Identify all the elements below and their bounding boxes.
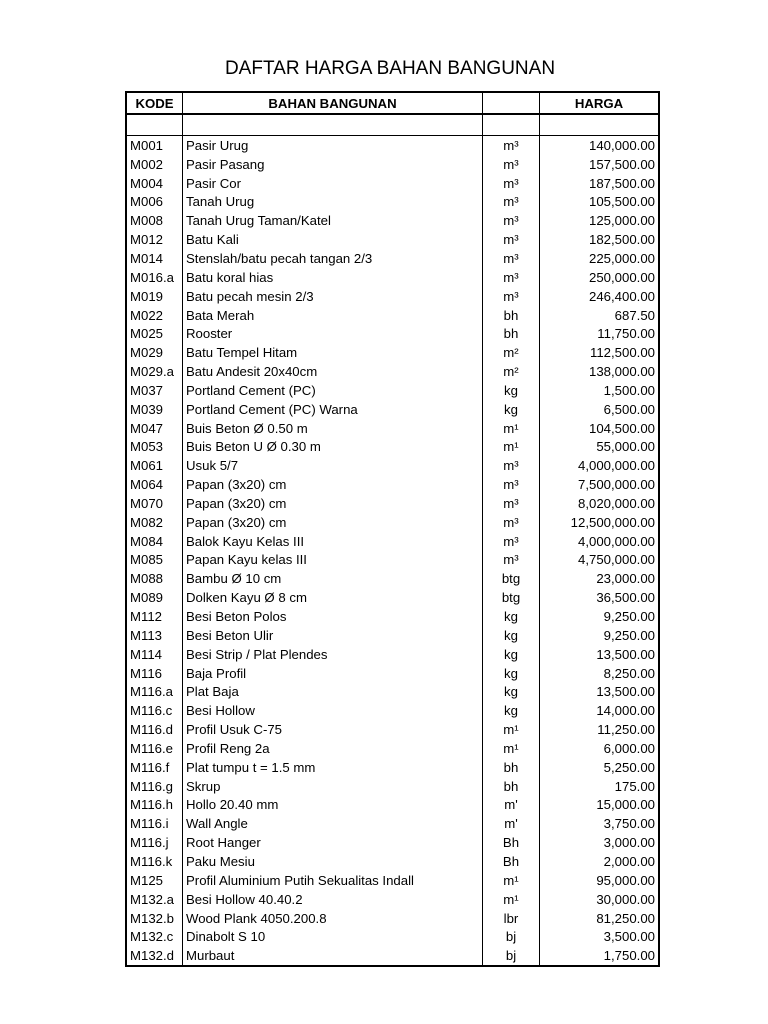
harga-cell: 1,500.00: [539, 381, 658, 400]
header-row: [127, 93, 658, 115]
harga-cell: 4,000,000.00: [539, 456, 658, 475]
table-row: [127, 193, 658, 212]
table-row: [127, 230, 658, 249]
harga-cell: 3,750.00: [539, 814, 658, 833]
harga-cell: 23,000.00: [539, 569, 658, 588]
harga-cell: 125,000.00: [539, 211, 658, 230]
table-row: [127, 664, 658, 683]
satuan-cell: m³: [482, 287, 539, 306]
harga-cell: 8,020,000.00: [539, 494, 658, 513]
table-row: [127, 381, 658, 400]
harga-cell: 1,750.00: [539, 946, 658, 965]
harga-cell: 2,000.00: [539, 852, 658, 871]
satuan-cell: kg: [482, 381, 539, 400]
bahan-cell: Paku Mesiu: [182, 852, 482, 871]
satuan-cell: m³: [482, 456, 539, 475]
satuan-cell: kg: [482, 400, 539, 419]
harga-cell: 30,000.00: [539, 890, 658, 909]
harga-cell: 4,750,000.00: [539, 551, 658, 570]
kode-cell: M114: [130, 646, 163, 662]
kode-cell: M125: [130, 872, 163, 888]
satuan-cell: bj: [482, 927, 539, 946]
harga-cell: 225,000.00: [539, 249, 658, 268]
satuan-cell: m¹: [482, 438, 539, 457]
bahan-cell: Stenslah/batu pecah tangan 2/3: [182, 249, 482, 268]
bahan-cell: Bambu Ø 10 cm: [182, 569, 482, 588]
bahan-cell: Profil Reng 2a: [182, 739, 482, 758]
satuan-cell: m³: [482, 532, 539, 551]
satuan-cell: bh: [482, 324, 539, 343]
bahan-cell: Besi Beton Polos: [182, 607, 482, 626]
bahan-cell: Balok Kayu Kelas III: [182, 532, 482, 551]
harga-cell: 15,000.00: [539, 796, 658, 815]
satuan-cell: m³: [482, 193, 539, 212]
harga-cell: 95,000.00: [539, 871, 658, 890]
satuan-cell: m³: [482, 230, 539, 249]
kode-cell: M016.a: [130, 269, 174, 285]
table-row: [127, 701, 658, 720]
bahan-cell: Papan (3x20) cm: [182, 494, 482, 513]
bahan-cell: Profil Usuk C-75: [182, 720, 482, 739]
table-row: [127, 136, 658, 155]
kode-cell: M132.a: [130, 891, 174, 907]
table-row: [127, 682, 658, 701]
page-title: DAFTAR HARGA BAHAN BANGUNAN: [224, 58, 556, 79]
satuan-cell: kg: [482, 701, 539, 720]
kode-cell: M112: [130, 609, 163, 625]
kode-cell: M132.d: [130, 948, 174, 964]
spacer-cell: [127, 115, 182, 136]
table-row: [127, 909, 658, 928]
bahan-cell: Dolken Kayu Ø 8 cm: [182, 588, 482, 607]
table-row: [127, 494, 658, 513]
harga-cell: 104,500.00: [539, 419, 658, 438]
table-row: [127, 890, 658, 909]
bahan-cell: Batu Tempel Hitam: [182, 343, 482, 362]
table-row: [127, 927, 658, 946]
harga-cell: 14,000.00: [539, 701, 658, 720]
bahan-cell: Usuk 5/7: [182, 456, 482, 475]
bahan-cell: Papan Kayu kelas III: [182, 551, 482, 570]
harga-cell: 6,500.00: [539, 400, 658, 419]
satuan-cell: m¹: [482, 419, 539, 438]
table-row: [127, 758, 658, 777]
table-row: [127, 607, 658, 626]
satuan-cell: m²: [482, 362, 539, 381]
bahan-cell: Papan (3x20) cm: [182, 513, 482, 532]
harga-cell: 8,250.00: [539, 664, 658, 683]
satuan-cell: kg: [482, 645, 539, 664]
kode-cell: M116.e: [130, 740, 174, 756]
bahan-cell: Tanah Urug Taman/Katel: [182, 211, 482, 230]
satuan-cell: bh: [482, 758, 539, 777]
bahan-cell: Hollo 20.40 mm: [182, 796, 482, 815]
harga-cell: 105,500.00: [539, 193, 658, 212]
kode-cell: M004: [130, 175, 163, 191]
table-row: [127, 438, 658, 457]
table-row: [127, 306, 658, 325]
table-row: [127, 211, 658, 230]
table-row: [127, 174, 658, 193]
bahan-cell: Besi Strip / Plat Plendes: [182, 645, 482, 664]
bahan-cell: Batu Kali: [182, 230, 482, 249]
satuan-cell: m²: [482, 343, 539, 362]
harga-cell: 187,500.00: [539, 174, 658, 193]
harga-cell: 9,250.00: [539, 626, 658, 645]
satuan-cell: kg: [482, 626, 539, 645]
kode-cell: M089: [130, 590, 163, 606]
satuan-cell: m³: [482, 551, 539, 570]
satuan-cell: m³: [482, 174, 539, 193]
harga-cell: 13,500.00: [539, 682, 658, 701]
satuan-cell: m³: [482, 513, 539, 532]
bahan-cell: Batu Andesit 20x40cm: [182, 362, 482, 381]
satuan-cell: m¹: [482, 871, 539, 890]
harga-cell: 687.50: [539, 306, 658, 325]
harga-cell: 12,500,000.00: [539, 513, 658, 532]
bahan-cell: Tanah Urug: [182, 193, 482, 212]
spacer-cell: [182, 115, 482, 136]
table-body: [127, 115, 658, 965]
kode-cell: M070: [130, 495, 163, 511]
kode-cell: M025: [130, 326, 163, 342]
table-row: [127, 777, 658, 796]
kode-cell: M029.a: [130, 364, 174, 380]
table-row: [127, 626, 658, 645]
satuan-cell: m¹: [482, 739, 539, 758]
satuan-cell: bj: [482, 946, 539, 965]
bahan-cell: Murbaut: [182, 946, 482, 965]
bahan-cell: Plat tumpu t = 1.5 mm: [182, 758, 482, 777]
harga-cell: 6,000.00: [539, 739, 658, 758]
satuan-cell: m³: [482, 211, 539, 230]
table-row: [127, 551, 658, 570]
bahan-cell: Batu koral hias: [182, 268, 482, 287]
kode-cell: M019: [130, 288, 163, 304]
table-row: [127, 343, 658, 362]
satuan-cell: m³: [482, 249, 539, 268]
kode-cell: M116.h: [130, 797, 174, 813]
kode-cell: M008: [130, 213, 163, 229]
price-table: [125, 91, 660, 967]
kode-cell: M014: [130, 250, 163, 266]
harga-cell: 246,400.00: [539, 287, 658, 306]
table-row: [127, 249, 658, 268]
satuan-cell: kg: [482, 607, 539, 626]
table-row: [127, 739, 658, 758]
satuan-cell: m': [482, 814, 539, 833]
harga-cell: 140,000.00: [539, 136, 658, 155]
kode-cell: M113: [130, 627, 163, 643]
satuan-cell: bh: [482, 777, 539, 796]
bahan-cell: Besi Beton Ulir: [182, 626, 482, 645]
table-header: [127, 93, 658, 115]
bahan-cell: Besi Hollow 40.40.2: [182, 890, 482, 909]
table-row: [127, 475, 658, 494]
bahan-cell: Profil Aluminium Putih Sekualitas Indall: [182, 871, 482, 890]
table-row: [127, 155, 658, 174]
satuan-cell: lbr: [482, 909, 539, 928]
kode-cell: M053: [130, 439, 163, 455]
header-kode: KODE: [127, 93, 182, 115]
harga-cell: 3,000.00: [539, 833, 658, 852]
spacer-cell: [482, 115, 539, 136]
table-row: [127, 362, 658, 381]
bahan-cell: Plat Baja: [182, 682, 482, 701]
bahan-cell: Wall Angle: [182, 814, 482, 833]
table-row: [127, 946, 658, 965]
kode-cell: M088: [130, 571, 163, 587]
kode-cell: M012: [130, 232, 163, 248]
harga-cell: 11,750.00: [539, 324, 658, 343]
kode-cell: M116.g: [130, 778, 174, 794]
satuan-cell: Bh: [482, 833, 539, 852]
kode-cell: M006: [130, 194, 163, 210]
harga-cell: 175.00: [539, 777, 658, 796]
kode-cell: M082: [130, 514, 163, 530]
header-satuan: [482, 93, 539, 115]
table-row: [127, 588, 658, 607]
kode-cell: M116.k: [130, 853, 173, 869]
satuan-cell: m': [482, 796, 539, 815]
harga-cell: 11,250.00: [539, 720, 658, 739]
bahan-cell: Skrup: [182, 777, 482, 796]
table-row: [127, 569, 658, 588]
bahan-cell: Buis Beton U Ø 0.30 m: [182, 438, 482, 457]
bahan-cell: Besi Hollow: [182, 701, 482, 720]
satuan-cell: bh: [482, 306, 539, 325]
harga-cell: 81,250.00: [539, 909, 658, 928]
kode-cell: M022: [130, 307, 163, 323]
bahan-cell: Pasir Pasang: [182, 155, 482, 174]
table-row: [127, 532, 658, 551]
table-row: [127, 400, 658, 419]
bahan-cell: Batu pecah mesin 2/3: [182, 287, 482, 306]
satuan-cell: m³: [482, 494, 539, 513]
kode-cell: M116.i: [130, 816, 169, 832]
bahan-cell: Papan (3x20) cm: [182, 475, 482, 494]
table-row: [127, 720, 658, 739]
bahan-cell: Rooster: [182, 324, 482, 343]
harga-cell: 7,500,000.00: [539, 475, 658, 494]
harga-cell: 5,250.00: [539, 758, 658, 777]
satuan-cell: m¹: [482, 890, 539, 909]
bahan-cell: Dinabolt S 10: [182, 927, 482, 946]
harga-cell: 112,500.00: [539, 343, 658, 362]
satuan-cell: m³: [482, 475, 539, 494]
kode-cell: M116.f: [130, 759, 170, 775]
spacer-cell: [539, 115, 658, 136]
table-row: [127, 456, 658, 475]
kode-cell: M037: [130, 382, 163, 398]
kode-cell: M116.d: [130, 722, 174, 738]
harga-cell: 138,000.00: [539, 362, 658, 381]
satuan-cell: m³: [482, 268, 539, 287]
satuan-cell: m¹: [482, 720, 539, 739]
table-row: [127, 419, 658, 438]
satuan-cell: m³: [482, 155, 539, 174]
kode-cell: M064: [130, 477, 163, 493]
table-row: [127, 796, 658, 815]
harga-cell: 250,000.00: [539, 268, 658, 287]
bahan-cell: Pasir Urug: [182, 136, 482, 155]
table-row: [127, 814, 658, 833]
table-row: [127, 852, 658, 871]
satuan-cell: btg: [482, 569, 539, 588]
satuan-cell: m³: [482, 136, 539, 155]
bahan-cell: Portland Cement (PC) Warna: [182, 400, 482, 419]
kode-cell: M132.c: [130, 929, 174, 945]
kode-cell: M116.a: [130, 684, 174, 700]
kode-cell: M116.c: [130, 703, 173, 719]
kode-cell: M132.b: [130, 910, 174, 926]
table-row: [127, 287, 658, 306]
header-bahan-bangunan: BAHAN BANGUNAN: [182, 93, 482, 115]
harga-cell: 36,500.00: [539, 588, 658, 607]
table-row: [127, 268, 658, 287]
satuan-cell: btg: [482, 588, 539, 607]
table-row: [127, 513, 658, 532]
spacer-row: [127, 115, 658, 136]
header-harga: HARGA: [539, 93, 658, 115]
kode-cell: M029: [130, 345, 163, 361]
kode-cell: M116.j: [130, 835, 169, 851]
kode-cell: M001: [130, 137, 163, 153]
harga-cell: 4,000,000.00: [539, 532, 658, 551]
bahan-cell: Pasir Cor: [182, 174, 482, 193]
harga-cell: 182,500.00: [539, 230, 658, 249]
harga-cell: 9,250.00: [539, 607, 658, 626]
satuan-cell: Bh: [482, 852, 539, 871]
kode-cell: M061: [130, 458, 163, 474]
kode-cell: M047: [130, 420, 163, 436]
kode-cell: M039: [130, 401, 163, 417]
table-row: [127, 833, 658, 852]
kode-cell: M116: [130, 665, 163, 681]
harga-cell: 157,500.00: [539, 155, 658, 174]
table-row: [127, 871, 658, 890]
bahan-cell: Buis Beton Ø 0.50 m: [182, 419, 482, 438]
harga-cell: 3,500.00: [539, 927, 658, 946]
satuan-cell: kg: [482, 664, 539, 683]
table-row: [127, 324, 658, 343]
kode-cell: M084: [130, 533, 163, 549]
harga-cell: 13,500.00: [539, 645, 658, 664]
table-row: [127, 645, 658, 664]
bahan-cell: Portland Cement (PC): [182, 381, 482, 400]
bahan-cell: Baja Profil: [182, 664, 482, 683]
bahan-cell: Wood Plank 4050.200.8: [182, 909, 482, 928]
satuan-cell: kg: [482, 682, 539, 701]
bahan-cell: Root Hanger: [182, 833, 482, 852]
kode-cell: M002: [130, 156, 163, 172]
bahan-cell: Bata Merah: [182, 306, 482, 325]
kode-cell: M085: [130, 552, 163, 568]
harga-cell: 55,000.00: [539, 438, 658, 457]
